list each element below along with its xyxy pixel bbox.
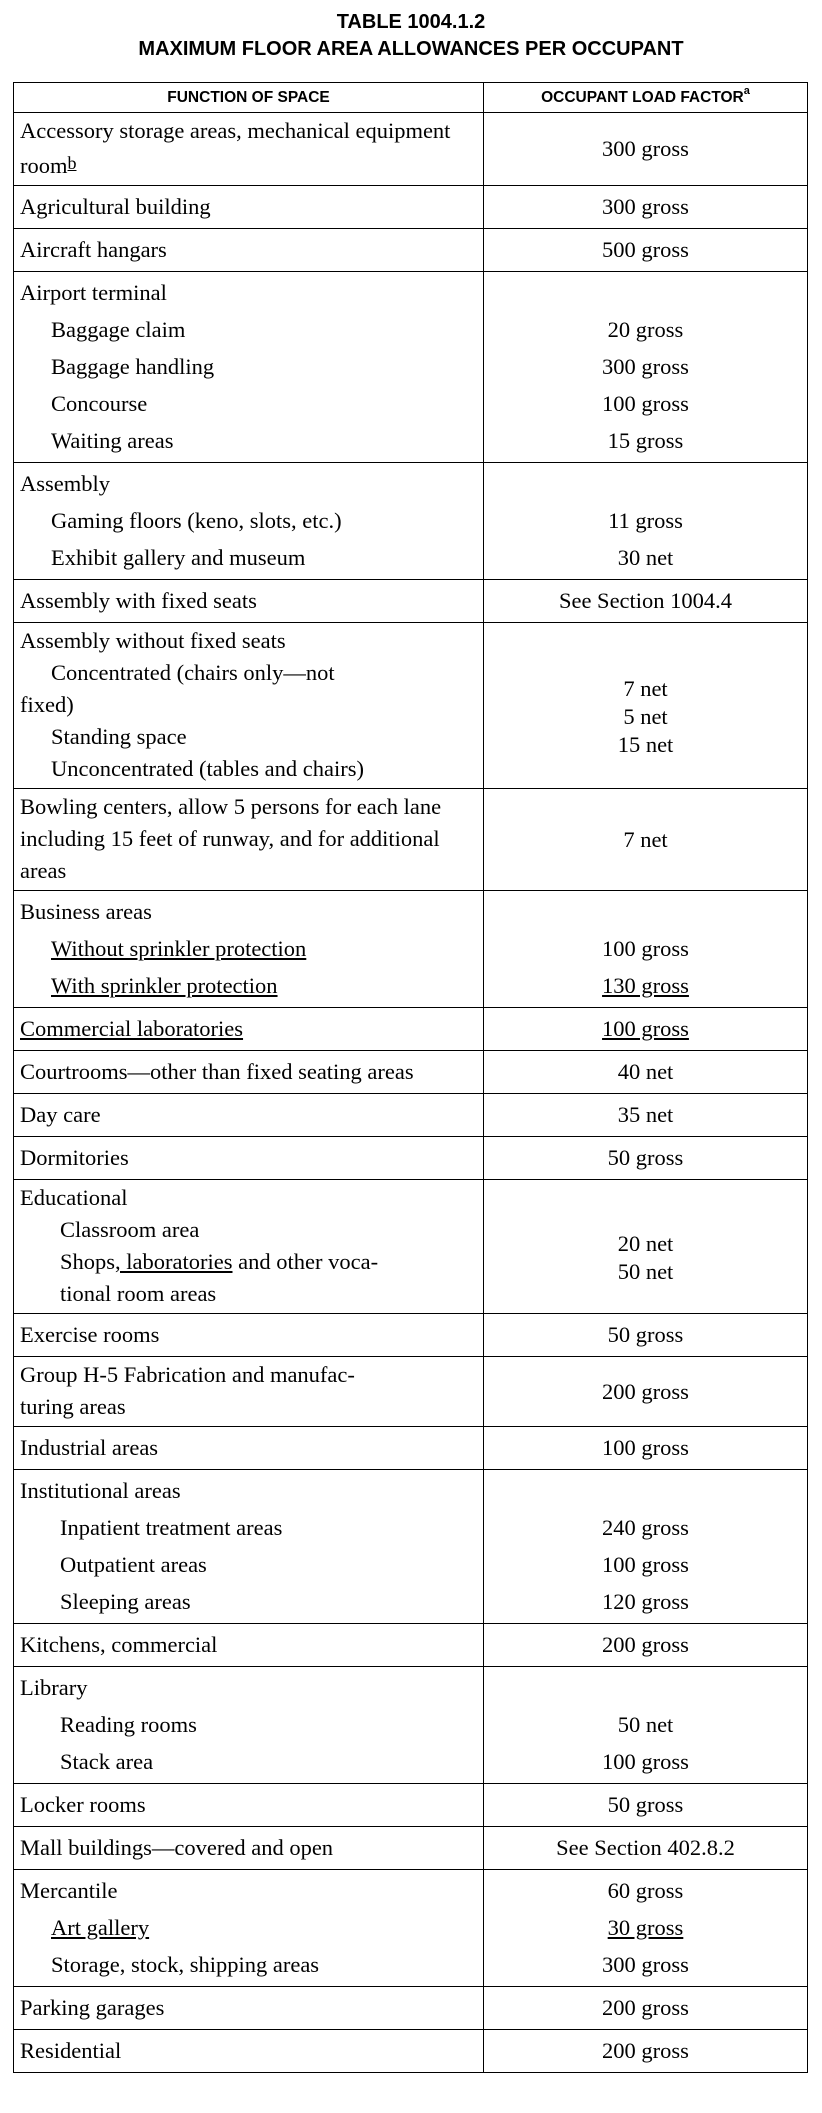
sub-item: Art gallery bbox=[51, 1915, 150, 1940]
sub-load: 300 gross bbox=[602, 1952, 689, 1977]
load-cell: 35 net bbox=[484, 1094, 808, 1137]
sub-item-continued: tional room areas bbox=[60, 1281, 217, 1306]
load-cell: 50 gross bbox=[484, 1784, 808, 1827]
sub-item: Without sprinkler protection bbox=[51, 936, 307, 961]
load-cell: 500 gross bbox=[484, 229, 808, 272]
function-cell bbox=[14, 1180, 484, 1314]
table-row bbox=[14, 1008, 808, 1051]
function-cell: Courtrooms—other than fixed seating areas bbox=[14, 1051, 484, 1094]
sub-item: Storage, stock, shipping areas bbox=[51, 1952, 320, 1977]
load-cell: 50 gross bbox=[484, 1314, 808, 1357]
function-cell: Dormitories bbox=[14, 1137, 484, 1180]
table-row bbox=[14, 891, 808, 1008]
sub-item: Waiting areas bbox=[51, 428, 174, 453]
table-row bbox=[14, 1051, 808, 1094]
function-cell bbox=[14, 1870, 484, 1987]
load-cell: 100 gross bbox=[484, 1008, 808, 1051]
sub-item: Concourse bbox=[51, 391, 148, 416]
sub-item: Standing space bbox=[51, 724, 187, 749]
table-row bbox=[14, 113, 808, 186]
group-load: 60 gross bbox=[607, 1878, 684, 1903]
function-cell bbox=[14, 272, 484, 463]
sub-item: Shops, laboratories and other voca- bbox=[60, 1249, 379, 1274]
table-row bbox=[14, 1094, 808, 1137]
sub-load: 20 net bbox=[617, 1231, 674, 1256]
table-row bbox=[14, 1427, 808, 1470]
load-cell: 7 net bbox=[484, 789, 808, 891]
group-heading: Library bbox=[20, 1675, 88, 1700]
sub-load: 30 net bbox=[617, 545, 674, 570]
function-cell: Bowling centers, allow 5 persons for each lane including 15 feet of runway, and for additional areas bbox=[14, 789, 484, 891]
sub-load: 11 gross bbox=[608, 508, 683, 533]
function-cell: Industrial areas bbox=[14, 1427, 484, 1470]
function-cell bbox=[14, 891, 484, 1008]
load-cell: 100 gross bbox=[484, 1427, 808, 1470]
group-heading: Airport terminal bbox=[20, 280, 167, 305]
function-cell: Mall buildings—covered and open bbox=[14, 1827, 484, 1870]
sub-load: 50 net bbox=[617, 1712, 674, 1737]
sub-item: Unconcentrated (tables and chairs) bbox=[51, 756, 364, 781]
sub-item: Sleeping areas bbox=[60, 1589, 191, 1614]
sub-item: Gaming floors (keno, slots, etc.) bbox=[51, 508, 342, 533]
table-row bbox=[14, 1784, 808, 1827]
table-row bbox=[14, 623, 808, 789]
sub-item: With sprinkler protection bbox=[51, 973, 278, 998]
load-cell: See Section 402.8.2 bbox=[484, 1827, 808, 1870]
function-cell bbox=[14, 113, 484, 186]
table-row bbox=[14, 580, 808, 623]
load-cell: 200 gross bbox=[484, 1357, 808, 1427]
sub-load: 300 gross bbox=[602, 354, 689, 379]
function-cell: Aircraft hangars bbox=[14, 229, 484, 272]
sub-item: Classroom area bbox=[60, 1217, 200, 1242]
sub-item: Reading rooms bbox=[60, 1712, 197, 1737]
footnote-marker-a: a bbox=[743, 85, 750, 98]
sub-load: 100 gross bbox=[602, 391, 689, 416]
sub-item: Baggage claim bbox=[51, 317, 186, 342]
function-cell: Exercise rooms bbox=[14, 1314, 484, 1357]
sub-load: 5 net bbox=[623, 704, 668, 729]
table-row bbox=[14, 1357, 808, 1427]
table-row bbox=[14, 2030, 808, 2073]
function-cell bbox=[14, 1470, 484, 1624]
table-row bbox=[14, 1314, 808, 1357]
table-row bbox=[14, 229, 808, 272]
footnote-marker-b: b bbox=[67, 153, 77, 173]
header-function-of-space: FUNCTION OF SPACE bbox=[14, 83, 484, 113]
sub-item: Exhibit gallery and museum bbox=[51, 545, 306, 570]
sub-load: 100 gross bbox=[602, 936, 689, 961]
load-cell bbox=[484, 272, 808, 463]
table-row bbox=[14, 272, 808, 463]
group-heading: Business areas bbox=[20, 899, 152, 924]
function-cell: Agricultural building bbox=[14, 186, 484, 229]
sub-item: Outpatient areas bbox=[60, 1552, 207, 1577]
table-row bbox=[14, 186, 808, 229]
function-cell: Locker rooms bbox=[14, 1784, 484, 1827]
sub-item: Baggage handling bbox=[51, 354, 215, 379]
table-number: TABLE 1004.1.2 bbox=[336, 11, 486, 33]
function-cell bbox=[14, 623, 484, 789]
function-cell bbox=[14, 1667, 484, 1784]
load-cell bbox=[484, 891, 808, 1008]
group-heading: Mercantile bbox=[20, 1878, 118, 1903]
sub-load: 240 gross bbox=[602, 1515, 689, 1540]
function-cell: Day care bbox=[14, 1094, 484, 1137]
table-row bbox=[14, 1470, 808, 1624]
sub-load: 7 net bbox=[623, 676, 668, 701]
occupant-load-table bbox=[13, 82, 808, 2073]
load-cell bbox=[484, 1667, 808, 1784]
load-cell: 200 gross bbox=[484, 1987, 808, 2030]
function-cell: Assembly with fixed seats bbox=[14, 580, 484, 623]
sub-load: 120 gross bbox=[602, 1589, 689, 1614]
load-cell: See Section 1004.4 bbox=[484, 580, 808, 623]
sub-load: 15 gross bbox=[607, 428, 684, 453]
group-heading: Institutional areas bbox=[20, 1478, 181, 1503]
table-title: MAXIMUM FLOOR AREA ALLOWANCES PER OCCUPANT bbox=[138, 38, 684, 60]
table-row bbox=[14, 1827, 808, 1870]
table-row bbox=[14, 1667, 808, 1784]
sub-load: 30 gross bbox=[607, 1915, 684, 1940]
table-row bbox=[14, 463, 808, 580]
sub-item: Concentrated (chairs only—not bbox=[51, 660, 335, 685]
sub-load: 100 gross bbox=[602, 1749, 689, 1774]
table-row bbox=[14, 1870, 808, 1987]
load-cell bbox=[484, 1870, 808, 1987]
load-cell: 200 gross bbox=[484, 2030, 808, 2073]
table-header-row bbox=[14, 83, 808, 113]
sub-load: 20 gross bbox=[607, 317, 684, 342]
sub-item: Inpatient treatment areas bbox=[60, 1515, 283, 1540]
sub-load: 100 gross bbox=[602, 1552, 689, 1577]
load-cell: 300 gross bbox=[484, 186, 808, 229]
table-row bbox=[14, 1987, 808, 2030]
load-cell bbox=[484, 623, 808, 789]
function-cell: Kitchens, commercial bbox=[14, 1624, 484, 1667]
sub-load: 130 gross bbox=[602, 973, 689, 998]
function-cell: Group H-5 Fabrication and manufac- turing areas bbox=[14, 1357, 484, 1427]
header-occupant-load-factor: OCCUPANT LOAD FACTOR$^a$ bbox=[484, 83, 808, 113]
table-row bbox=[14, 789, 808, 891]
load-cell bbox=[484, 1180, 808, 1314]
function-cell: Parking garages bbox=[14, 1987, 484, 2030]
sub-load: 15 net bbox=[617, 732, 674, 757]
table-row bbox=[14, 1137, 808, 1180]
load-cell: 200 gross bbox=[484, 1624, 808, 1667]
load-cell: 300 gross bbox=[484, 113, 808, 186]
function-cell: Residential bbox=[14, 2030, 484, 2073]
load-cell: 50 gross bbox=[484, 1137, 808, 1180]
sub-item: Stack area bbox=[60, 1749, 154, 1774]
function-cell: Commercial laboratories bbox=[14, 1008, 484, 1051]
table-row bbox=[14, 1624, 808, 1667]
load-cell bbox=[484, 463, 808, 580]
function-cell bbox=[14, 463, 484, 580]
load-cell: 40 net bbox=[484, 1051, 808, 1094]
load-cell bbox=[484, 1470, 808, 1624]
function-text: Accessory storage areas, mechanical equipment roomb bbox=[20, 118, 451, 178]
group-heading: Assembly without fixed seats bbox=[20, 628, 286, 653]
table-row bbox=[14, 1180, 808, 1314]
group-heading: Assembly bbox=[20, 471, 110, 496]
sub-load: 50 net bbox=[617, 1259, 674, 1284]
group-heading: Educational bbox=[20, 1185, 128, 1210]
sub-item-continued: fixed) bbox=[20, 692, 74, 717]
